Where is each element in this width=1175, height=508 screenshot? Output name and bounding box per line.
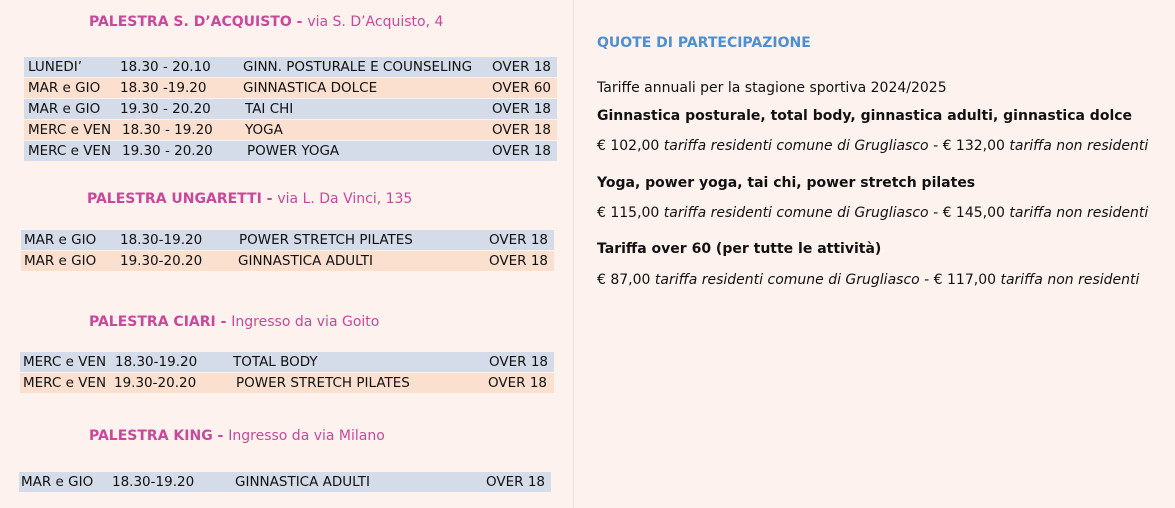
price-separator: -	[919, 272, 934, 288]
days-cell: MERC e VEN	[28, 122, 112, 138]
price-resident-label: tariffa residenti comune di Grugliasco	[654, 272, 920, 288]
time-cell: 19.30-20.20	[120, 253, 203, 269]
table-row	[20, 352, 554, 372]
days-cell: LUNEDI’	[28, 59, 83, 75]
price-separator: -	[928, 138, 943, 154]
activity-cell: YOGA	[245, 122, 283, 138]
price-line	[597, 138, 1148, 154]
gym-separator: -	[291, 14, 308, 30]
price-nonresident-label: tariffa non residenti	[1000, 272, 1140, 288]
price-line	[597, 205, 1148, 221]
activity-cell: TOTAL BODY	[233, 354, 318, 370]
gym-name: PALESTRA KING	[89, 428, 213, 444]
table-row	[21, 230, 554, 250]
price-nonresident-label: tariffa non residenti	[1009, 138, 1149, 154]
gym-separator: -	[212, 428, 229, 444]
age-cell: OVER 18	[492, 101, 552, 117]
time-cell: 18.30 -19.20	[120, 80, 207, 96]
price-resident: € 115,00	[597, 205, 660, 221]
table-row	[21, 251, 554, 271]
gym-name: PALESTRA UNGARETTI	[87, 191, 262, 207]
table-row	[20, 373, 554, 393]
price-group-heading: Yoga, power yoga, tai chi, power stretch pilates	[597, 175, 976, 191]
activity-cell: TAI CHI	[245, 101, 294, 117]
age-cell: OVER 18	[489, 232, 549, 248]
age-cell: OVER 18	[492, 122, 552, 138]
days-cell: MAR e GIO	[28, 101, 101, 117]
table-row	[24, 141, 557, 161]
gym-separator: -	[261, 191, 278, 207]
days-cell: MAR e GIO	[28, 80, 101, 96]
activity-cell: GINN. POSTURALE E COUNSELING	[243, 59, 473, 75]
age-cell: OVER 18	[492, 59, 552, 75]
price-line	[597, 272, 1139, 288]
gym-title-ciari	[89, 314, 379, 330]
activity-cell: POWER STRETCH PILATES	[236, 375, 410, 391]
days-cell: MERC e VEN	[23, 375, 107, 391]
days-cell: MAR e GIO	[24, 232, 97, 248]
days-cell: MERC e VEN	[23, 354, 107, 370]
schedule-table-king	[19, 472, 551, 493]
gym-name: PALESTRA S. D’ACQUISTO	[89, 14, 292, 30]
price-nonresident: € 132,00	[942, 138, 1005, 154]
gym-title-dacquisto	[89, 14, 443, 30]
price-group-heading: Ginnastica posturale, total body, ginnastica adulti, ginnastica dolce	[597, 108, 1133, 124]
price-resident: € 102,00	[597, 138, 660, 154]
schedule-table-ciari	[20, 352, 554, 394]
price-resident-label: tariffa residenti comune di Grugliasco	[663, 138, 929, 154]
age-cell: OVER 18	[492, 143, 552, 159]
time-cell: 18.30 - 19.20	[122, 122, 213, 138]
schedule-table-ungaretti	[21, 230, 554, 272]
price-resident-label: tariffa residenti comune di Grugliasco	[663, 205, 929, 221]
time-cell: 18.30-19.20	[112, 474, 195, 490]
table-row	[24, 120, 557, 140]
days-cell: MAR e GIO	[21, 474, 94, 490]
gym-title-king	[89, 428, 385, 444]
time-cell: 18.30 - 20.10	[120, 59, 211, 75]
gym-address: via L. Da Vinci, 135	[277, 191, 413, 207]
age-cell: OVER 18	[488, 375, 548, 391]
table-row	[19, 472, 551, 492]
price-resident: € 87,00	[597, 272, 651, 288]
time-cell: 18.30-19.20	[115, 354, 198, 370]
price-nonresident-label: tariffa non residenti	[1009, 205, 1149, 221]
activity-cell: GINNASTICA ADULTI	[238, 253, 374, 269]
activity-cell: POWER YOGA	[247, 143, 340, 159]
table-row	[24, 57, 557, 77]
gym-address: Ingresso da via Milano	[228, 428, 385, 444]
price-separator: -	[928, 205, 943, 221]
time-cell: 19.30 - 20.20	[122, 143, 213, 159]
days-cell: MAR e GIO	[24, 253, 97, 269]
price-group-heading: Tariffa over 60 (per tutte le attività)	[597, 241, 882, 257]
table-row	[24, 78, 557, 98]
gym-separator: -	[215, 314, 232, 330]
price-nonresident: € 117,00	[933, 272, 997, 288]
activity-cell: GINNASTICA ADULTI	[235, 474, 371, 490]
gym-address: Ingresso da via Goito	[231, 314, 380, 330]
age-cell: OVER 18	[486, 474, 546, 490]
age-cell: OVER 18	[489, 354, 549, 370]
gym-name: PALESTRA CIARI	[89, 314, 216, 330]
age-cell: OVER 60	[492, 80, 552, 96]
schedule-table-dacquisto	[24, 57, 557, 162]
quotes-intro: Tariffe annuali per la stagione sportiva 2024/2025	[597, 80, 947, 96]
price-nonresident: € 145,00	[942, 205, 1005, 221]
days-cell: MERC e VEN	[28, 143, 112, 159]
activity-cell: GINNASTICA DOLCE	[243, 80, 378, 96]
column-divider	[573, 0, 574, 508]
time-cell: 19.30 - 20.20	[120, 101, 211, 117]
age-cell: OVER 18	[489, 253, 549, 269]
time-cell: 19.30-20.20	[114, 375, 197, 391]
quotes-title: QUOTE DI PARTECIPAZIONE	[597, 35, 811, 51]
activity-cell: POWER STRETCH PILATES	[239, 232, 413, 248]
gym-address: via S. D’Acquisto, 4	[307, 14, 444, 30]
table-row	[24, 99, 557, 119]
time-cell: 18.30-19.20	[120, 232, 203, 248]
gym-title-ungaretti	[87, 191, 412, 207]
